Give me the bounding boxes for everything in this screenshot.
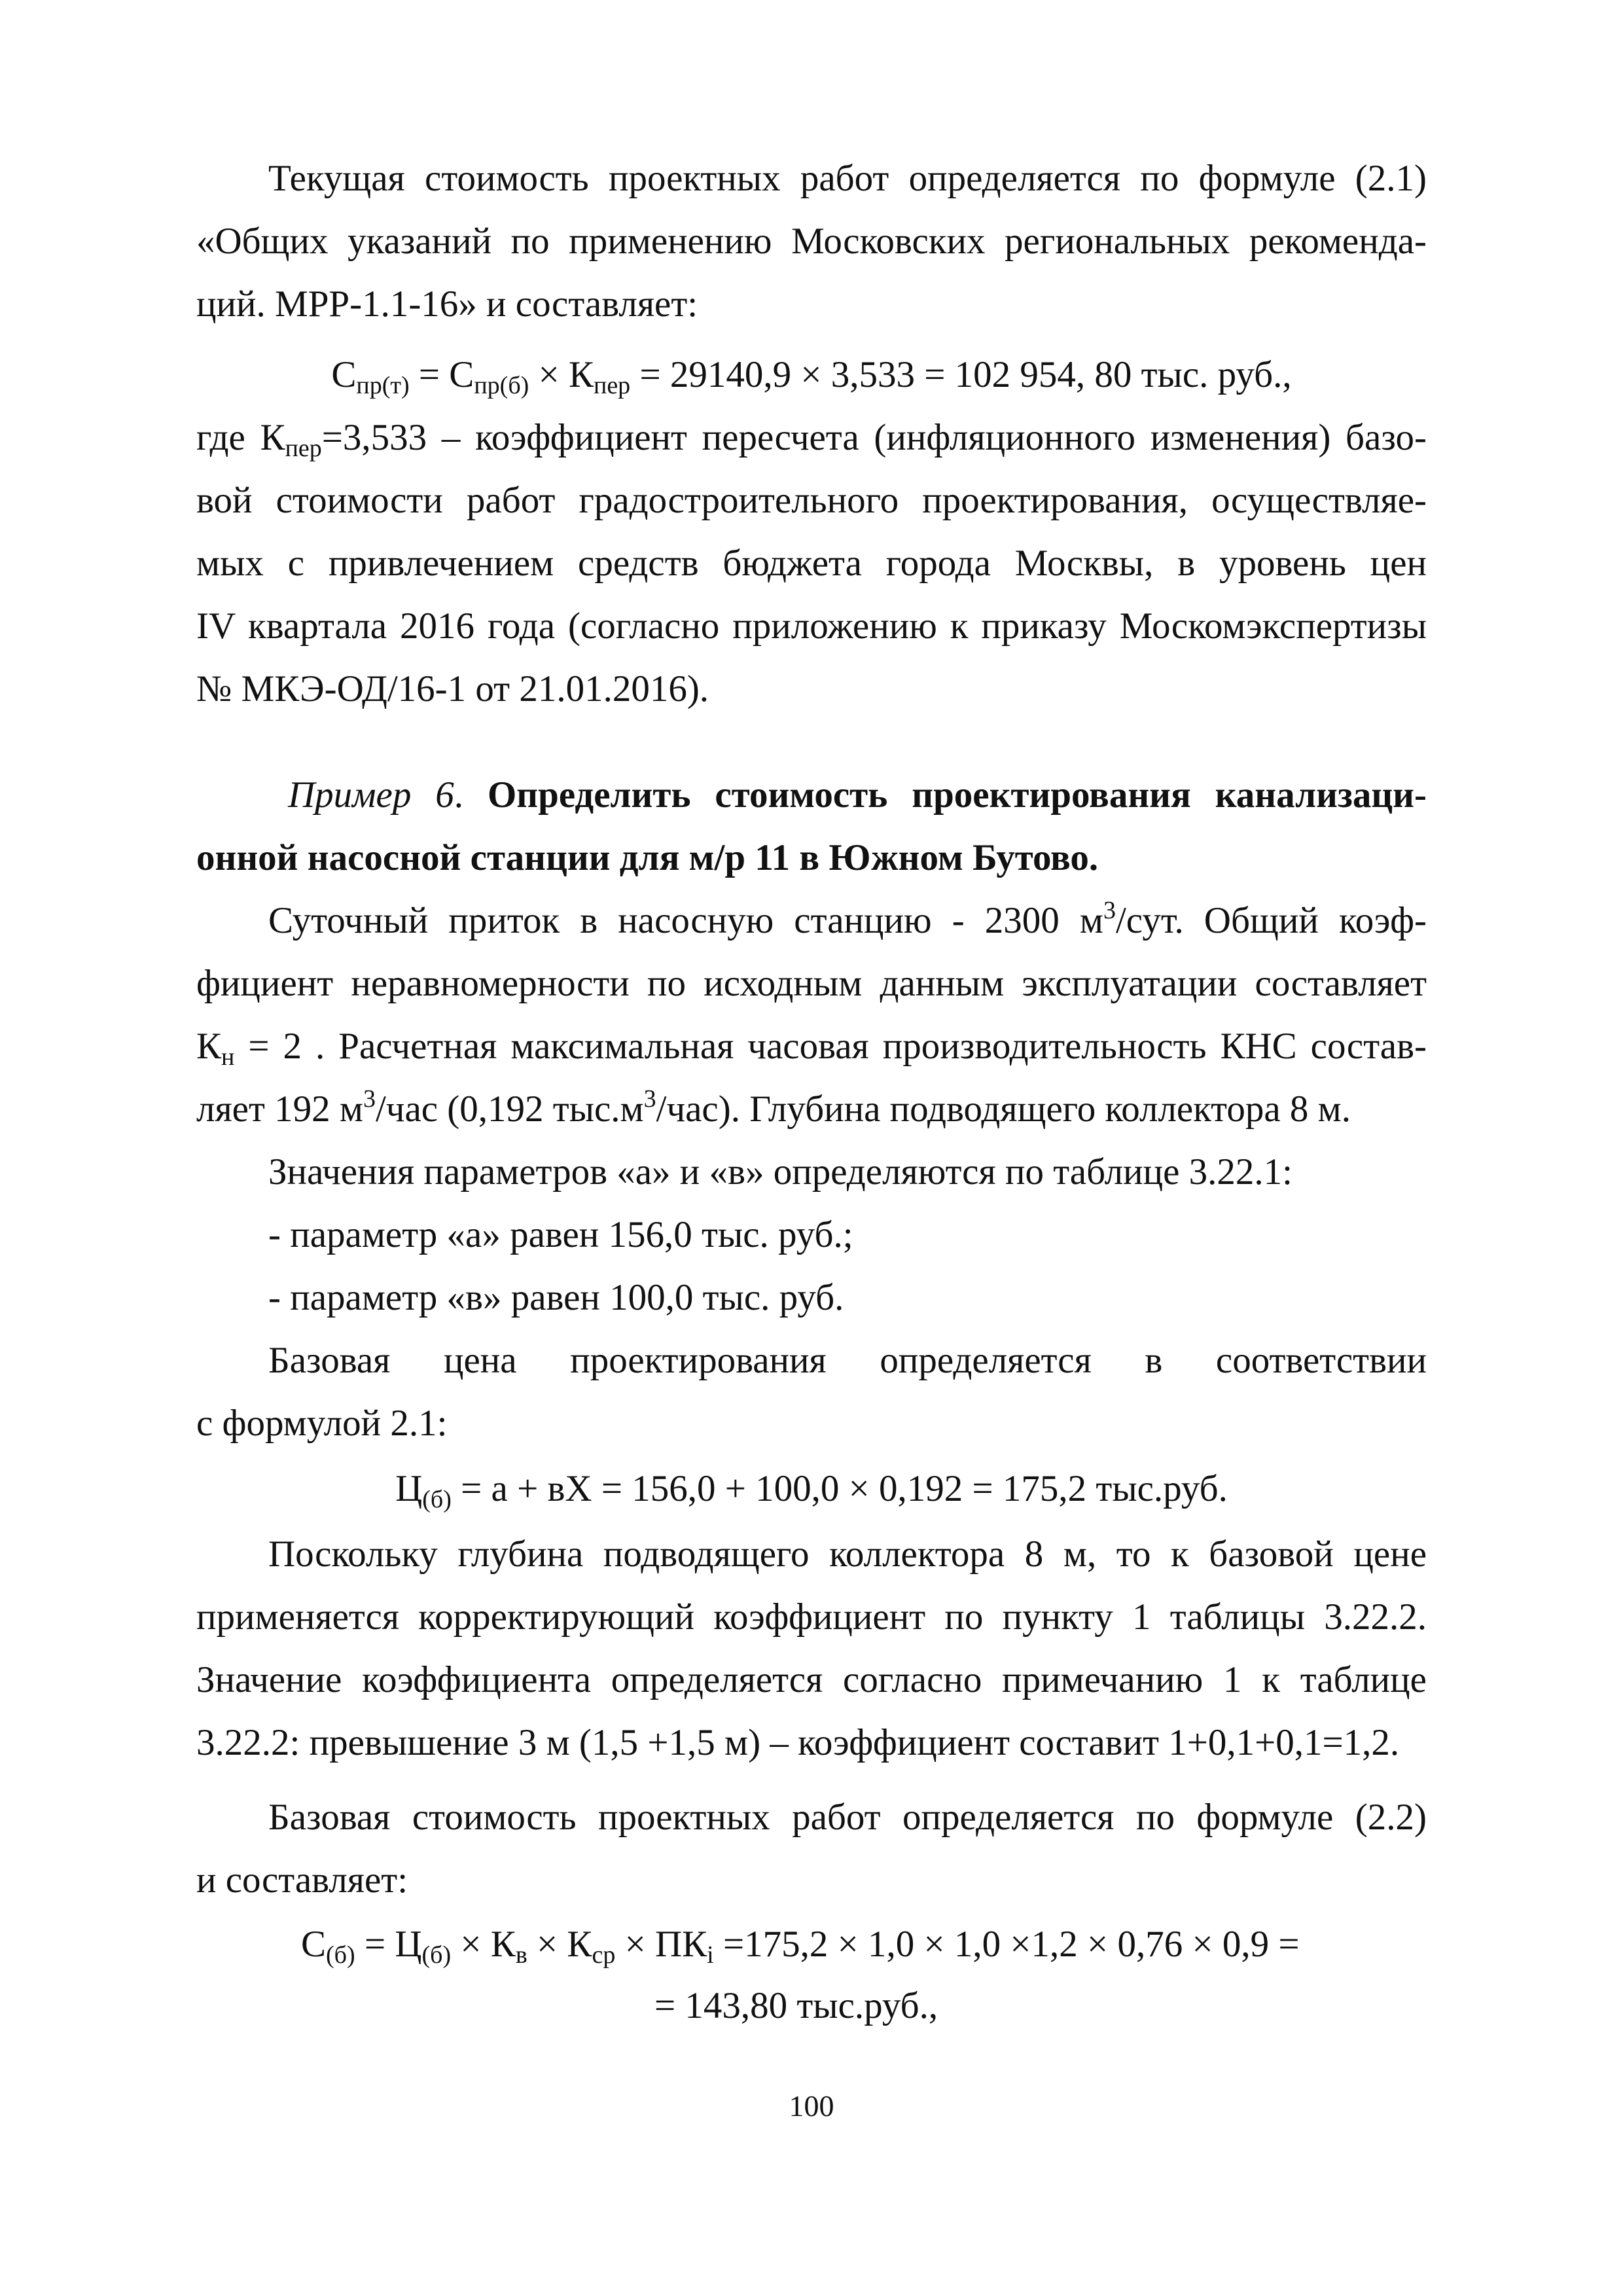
paragraph-line <box>268 898 1427 944</box>
paragraph-line <box>196 281 1427 327</box>
text: применяется корректирующий коэффициент по пункту 1 таблицы 3.22.2. <box>196 1596 1427 1638</box>
formula-text: = 143,80 тыс.руб., <box>654 1985 938 2026</box>
subscript: пр(т) <box>356 372 410 399</box>
formula-text: = Ц <box>355 1924 422 1965</box>
paragraph-line <box>196 541 1427 586</box>
text: мых с привлечением средств бюджета города Москвы, в уровень цен <box>196 543 1427 584</box>
subscript: пер <box>285 435 322 462</box>
subscript: ср <box>592 1941 616 1969</box>
text: . <box>454 774 488 816</box>
paragraph-line <box>196 415 1427 461</box>
formula-text: С <box>331 354 357 395</box>
text: ляет 192 м <box>196 1088 363 1130</box>
formula-result <box>654 1983 1427 2029</box>
paragraph-line <box>268 1795 1427 1840</box>
formula-text: × К <box>529 354 594 395</box>
text: Текущая стоимость проектных работ определяется по формуле (2.1) <box>268 158 1427 199</box>
text: вой стоимости работ градостроительного проектирования, осуществляе- <box>196 480 1427 521</box>
subscript: (б) <box>326 1941 355 1969</box>
text: Значение коэффициента определяется согласно примечанию 1 к таблице <box>196 1659 1427 1700</box>
text: К <box>196 1026 222 1067</box>
paragraph-line <box>268 1338 1427 1384</box>
list-item <box>268 1275 1427 1321</box>
text: ций. МРР-1.1-16» и составляет: <box>196 283 698 325</box>
formula-text: = а + вХ = 156,0 + 100,0 × 0,192 = 175,2 тыс.руб. <box>451 1468 1228 1509</box>
page-number: 100 <box>789 2089 834 2123</box>
list-item <box>268 1212 1427 1258</box>
text: Суточный приток в насосную станцию - 2300 м <box>268 900 1103 941</box>
text: - параметр «а» равен 156,0 тыс. руб.; <box>268 1214 853 1255</box>
paragraph-line <box>196 1857 1427 1903</box>
paragraph-line <box>196 478 1427 524</box>
formula-text: × К <box>451 1924 516 1965</box>
paragraph-line <box>196 1594 1427 1640</box>
subscript: в <box>515 1941 527 1969</box>
superscript: 3 <box>1103 897 1116 924</box>
paragraph-line <box>196 603 1427 649</box>
example-heading <box>196 835 1427 881</box>
formula-text: × К <box>527 1924 592 1965</box>
text: с формулой 2.1: <box>196 1403 448 1444</box>
text: =3,533 – коэффициент пересчета (инфляционного изменения) базо- <box>321 417 1427 458</box>
text: 3.22.2: превышение 3 м (1,5 +1,5 м) – коэффициент составит 1+0,1+0,1=1,2. <box>196 1722 1400 1763</box>
text: IV квартала 2016 года (согласно приложению к приказу Москомэкспертизы <box>196 605 1427 647</box>
superscript: 3 <box>363 1085 376 1113</box>
example-title: Определить стоимость проектирования канализаци- <box>487 774 1427 816</box>
formula-text: = 29140,9 × 3,533 = 102 954, 80 тыс. руб., <box>630 354 1292 395</box>
text: «Общих указаний по применению Московских региональных рекоменда- <box>196 221 1427 262</box>
paragraph-line <box>196 961 1427 1007</box>
formula-text: =175,2 × 1,0 × 1,0 ×1,2 × 0,76 × 0,9 = <box>713 1924 1300 1965</box>
subscript: пр(б) <box>474 372 529 399</box>
subscript: (б) <box>421 1941 452 1969</box>
paragraph-line <box>196 1720 1427 1766</box>
paragraph-line <box>196 1086 1427 1132</box>
formula-text: Ц <box>395 1468 423 1509</box>
text: фициент неравномерности по исходным данным эксплуатации составляет <box>196 963 1427 1004</box>
paragraph-line <box>196 1401 1427 1446</box>
paragraph-line <box>268 1532 1427 1577</box>
paragraph-line <box>196 219 1427 264</box>
formula-text: С <box>301 1924 327 1965</box>
paragraph-line <box>268 156 1427 202</box>
formula-current-cost <box>196 352 1427 398</box>
subscript: пер <box>593 372 631 399</box>
text: /час (0,192 тыс.м <box>375 1088 644 1130</box>
superscript: 3 <box>643 1085 656 1113</box>
example-title: онной насосной станции для м/р 11 в Южном Бутово. <box>196 837 1099 878</box>
text: № МКЭ-ОД/16-1 от 21.01.2016). <box>196 668 709 709</box>
text: Поскольку глубина подводящего коллектора 8 м, то к базовой цене <box>268 1534 1427 1575</box>
formula-text: = С <box>409 354 474 395</box>
subscript: н <box>221 1043 235 1071</box>
subscript: (б) <box>422 1486 452 1513</box>
text: = 2 . Расчетная максимальная часовая производительность КНС состав- <box>234 1026 1427 1067</box>
paragraph-line <box>196 1657 1427 1703</box>
formula-text: × ПК <box>615 1924 707 1965</box>
formula-base-price <box>196 1466 1427 1512</box>
paragraph-line <box>268 1149 1427 1195</box>
text: где К <box>196 417 285 458</box>
example-heading <box>288 772 1427 818</box>
text: и составляет: <box>196 1859 408 1901</box>
text: /сут. Общий коэф- <box>1115 900 1427 941</box>
paragraph-line <box>196 1024 1427 1069</box>
text: Базовая цена проектирования определяется в соответствии <box>268 1340 1427 1381</box>
text: /час). Глубина подводящего коллектора 8 м. <box>656 1088 1351 1130</box>
text: - параметр «в» равен 100,0 тыс. руб. <box>268 1277 844 1318</box>
paragraph-line <box>196 666 1427 712</box>
text: Значения параметров «а» и «в» определяются по таблице 3.22.1: <box>268 1151 1293 1193</box>
subscript: i <box>707 1941 714 1969</box>
example-label: Пример 6 <box>288 774 454 816</box>
formula-base-cost <box>301 1922 1427 1967</box>
text: Базовая стоимость проектных работ определяется по формуле (2.2) <box>268 1797 1427 1838</box>
